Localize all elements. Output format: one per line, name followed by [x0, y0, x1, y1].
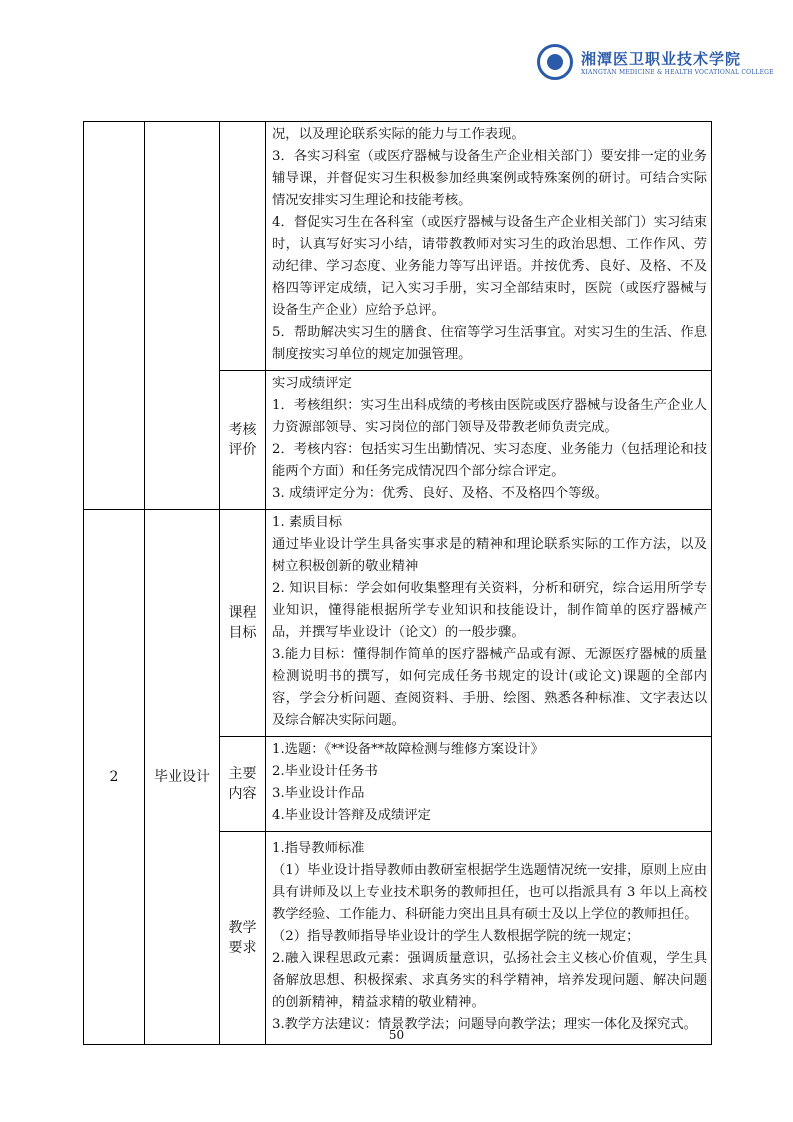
content-line: 2.融入课程思政元素：强调质量意识，弘扬社会主义核心价值观，学生具备解放思想、积极探索、求真务实的科学精神，培养发现问题、解决问题的创新精神，精益求精的敬业精神。 [272, 951, 707, 1010]
college-logo [537, 44, 774, 80]
sub-label-content: 主要内容 [228, 766, 257, 802]
table-row [84, 122, 712, 371]
table-row [84, 510, 712, 737]
name-cell-prev [145, 122, 220, 510]
content-line: 1.选题：《**设备**故障检测与维修方案设计》 [272, 742, 544, 757]
content-line: （1）毕业设计指导教师由教研室根据学生选题情况统一安排，原则上应由具有讲师及以上专业技术职务的教师担任，也可以指派具有 3 年以上高校教学经验、工作能力、科研能力突出且具有硕士及以上学位的教师担任。 [272, 863, 707, 922]
content-line: 4．督促实习生在各科室（或医疗器械与设备生产企业相关部门）实习结束时，认真写好实习小结，请带教教师对实习生的政治思想、工作作风、劳动纪律、学习态度、业务能力等写出评语。并按优秀、良好、及格、不及格四等评定成绩，记入实习手册，实习全部结束时，医院（或医疗器械与设备生产企业）应给予总评。 [272, 215, 707, 318]
content-cell [266, 371, 712, 510]
sub-label-objectives: 课程目标 [228, 605, 257, 641]
content-line: 3.教学方法建议：情景教学法；问题导向教学法；理实一体化及探究式。 [272, 1017, 697, 1032]
content-line: 5．帮助解决实习生的膳食、住宿等学习生活事宜。对实习生的生活、作息制度按实习单位的规定加强管理。 [272, 325, 707, 362]
sub-label-requirements: 教学要求 [228, 920, 257, 956]
content-line: 2.毕业设计任务书 [272, 764, 378, 779]
sub-label-assessment: 考核评价 [228, 422, 257, 458]
content-line: 2．考核内容：包括实习生出勤情况、实习态度、业务能力（包括理论和技能两个方面）和任务完成情况四个部分综合评定。 [272, 442, 707, 479]
content-line: （2）指导教师指导毕业设计的学生人数根据学院的统一规定； [272, 929, 640, 944]
number-cell-prev [84, 122, 145, 510]
sub-label-cell [220, 510, 266, 737]
course-table [83, 121, 712, 1045]
content-line: 1.指导教师标准 [272, 841, 365, 856]
content-cell [266, 737, 712, 832]
page-number: 50 [388, 1028, 405, 1042]
content-line: 3.能力目标：懂得制作简单的医疗器械产品或有源、无源医疗器械的质量检测说明书的撰写，如何完成任务书规定的设计(或论文)课题的全部内容，学会分析问题、查阅资料、手册、绘图、熟悉各种标准、文字表达以及综合解决实际问题。 [272, 647, 707, 728]
content-cell [266, 122, 712, 371]
content-cell [266, 832, 712, 1045]
content-line: 2. 知识目标：学会如何收集整理有关资料，分析和研究，综合运用所学专业知识，懂得能根据所学专业知识和技能设计，制作简单的医疗器械产品，并撰写毕业设计（论文）的一般步骤。 [272, 581, 707, 640]
sub-label-cell [220, 832, 266, 1045]
content-cell [266, 510, 712, 737]
content-line: 况，以及理论联系实际的能力与工作表现。 [272, 127, 525, 142]
course-number: 2 [84, 510, 145, 1045]
college-name-cn: 湘潭医卫职业技术学院 [581, 50, 742, 68]
sub-label-cell [220, 737, 266, 832]
content-line: 1．考核组织：实习生出科成绩的考核由医院或医疗器械与设备生产企业人力资源部领导、实习岗位的部门领导及带教老师负责完成。 [272, 398, 707, 435]
college-emblem-icon [537, 44, 573, 80]
sub-label-cell [220, 371, 266, 510]
content-line: 1. 素质目标 [272, 515, 343, 530]
college-name [581, 48, 774, 76]
content-line: 3.毕业设计作品 [272, 786, 365, 801]
sub-label-cell [220, 122, 266, 371]
course-name: 毕业设计 [145, 510, 220, 1045]
content-line: 3. 成绩评定分为：优秀、良好、及格、不及格四个等级。 [272, 486, 609, 501]
college-name-en: XIANGTAN MEDICINE & HEALTH VOCATIONAL COLLEGE [581, 69, 774, 76]
content-line: 实习成绩评定 [272, 376, 352, 391]
content-line: 4.毕业设计答辩及成绩评定 [272, 808, 431, 823]
content-line: 3．各实习科室（或医疗器械与设备生产企业相关部门）要安排一定的业务辅导课，并督促实习生积极参加经典案例或特殊案例的研讨。可结合实际情况安排实习生理论和技能考核。 [272, 149, 707, 208]
content-line: 通过毕业设计学生具备实事求是的精神和理论联系实际的工作方法，以及树立积极创新的敬业精神 [272, 537, 707, 574]
